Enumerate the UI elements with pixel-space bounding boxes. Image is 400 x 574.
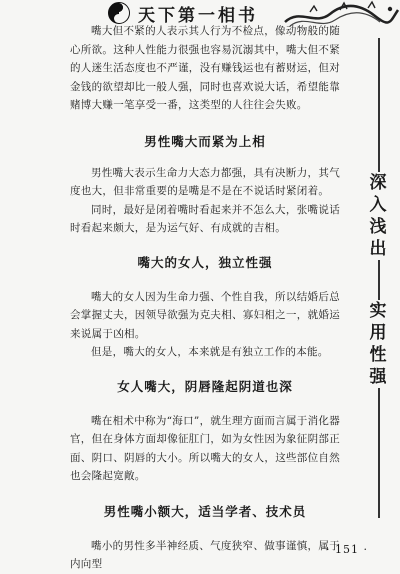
intro-paragraph: 嘴大但不紧的人表示其人行为不检点，像动物般的随心所欲。这种人性能力很强也容易沉溺其中，嘴大但不紧的人迷生活态度也不严谨，没有赚钱运也有蓄财运，但对金钱的欲望却比一般人强，同时也喜欢说大话，希望能靠赌博大赚一笔享受一番，这类型的人往往会失败。: [70, 25, 340, 111]
side-label-top: 深入浅出: [364, 172, 392, 260]
page-number: · 151 ·: [326, 543, 368, 556]
page-content: [70, 22, 340, 574]
section-paragraph: 男性嘴大表示生命力大态力都强，具有决断力，其气度也大，但非常重要的是嘴是不是在不说话时紧闭着。: [70, 166, 340, 197]
section-paragraph: 嘴在相术中称为“海口”，就生理方面而言属于消化器官，但在身体方面却像征肛门，如为女性因为象征阴部正面、阴口、阴唇的大小。所以嘴大的女人，这些部位自然也会隆起宽敞。: [70, 414, 340, 482]
section-paragraph: 嘴大的女人因为生命力强、个性自我，所以结婚后总会掌握丈夫，因领导欲强为克夫相、寡妇相之一，就婚运来说属于凶相。: [70, 290, 340, 340]
section-paragraph: 但是，嘴大的女人，本来就是有独立工作的本能。: [91, 346, 329, 358]
yin-yang-icon: [108, 2, 130, 24]
section-paragraph: 同时，最好是闭着嘴时看起来并不怎么大，张嘴说话时看起来颇大，是为运气好、有成就的吉相。: [70, 203, 340, 234]
section-heading: 女人嘴大，阴唇隆起阴道也深: [117, 378, 293, 394]
header-title: 天下第一相书: [138, 6, 258, 26]
section-paragraph: 嘴小的男性多半神经质、气度狭窄、做事谨慎，属于内向型: [70, 539, 340, 570]
section-heading: 男性嘴小额大，适当学者、技术员: [103, 503, 307, 519]
side-label-bottom: 实用性强: [364, 300, 392, 388]
section-heading: 嘴大的女人，独立性强: [137, 254, 273, 270]
side-rule: [378, 38, 380, 518]
section-heading: 男性嘴大而紧为上相: [144, 133, 266, 149]
